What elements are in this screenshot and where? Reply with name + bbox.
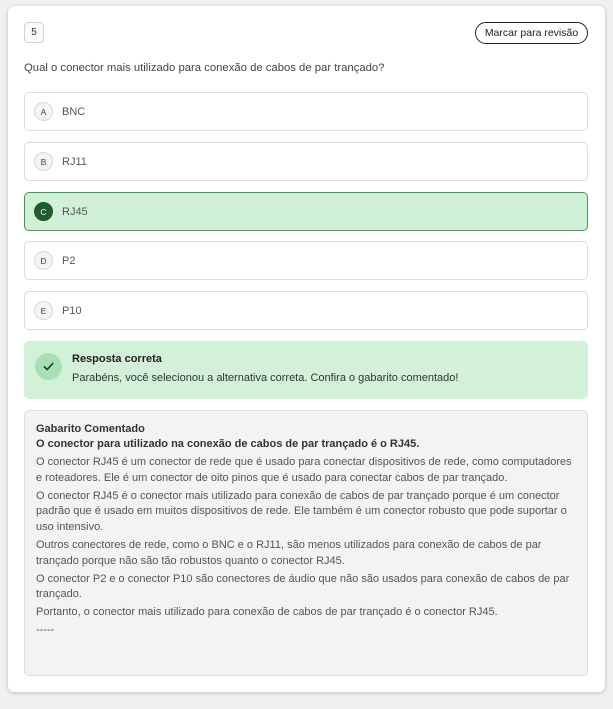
question-text: Qual o conector mais utilizado para conexão de cabos de par trançado? [24, 62, 385, 74]
commented-answer-divider: ----- [36, 623, 55, 636]
correct-answer-feedback [24, 341, 588, 399]
mark-for-review-button[interactable]: Marcar para revisão [475, 22, 588, 44]
option-c[interactable] [24, 192, 588, 231]
commented-answer-paragraph: Portanto, o conector mais utilizado para conexão de cabos de par trançado é o conector RJ45. [36, 606, 498, 619]
commented-answer-paragraph: O conector RJ45 é o conector mais utilizado para conexão de cabos de par trançado porque é um conector padrão que é usado em muitos dispositivos de rede. Ele também é um conector robusto que pode suportar o uso intensivo. [36, 489, 567, 534]
question-card [8, 6, 605, 692]
option-text: P2 [62, 254, 76, 267]
commented-answer-panel [24, 410, 588, 676]
commented-answer-lead: O conector para utilizado na conexão de cabos de par trançado é o RJ45. [36, 438, 420, 450]
option-letter: E [34, 301, 53, 320]
feedback-title: Resposta correta [72, 353, 162, 365]
check-icon [35, 353, 62, 380]
question-number-badge: 5 [24, 22, 44, 43]
option-d[interactable] [24, 241, 588, 280]
option-letter: A [34, 102, 53, 121]
option-letter: D [34, 251, 53, 270]
option-text: P10 [62, 304, 82, 317]
commented-answer-paragraph: O conector P2 e o conector P10 são conectores de áudio que não são usados para conexão de cabos de par trançado. [36, 572, 570, 601]
option-text: RJ11 [62, 155, 87, 168]
option-a[interactable] [24, 92, 588, 131]
option-letter: C [34, 202, 53, 221]
feedback-message: Parabéns, você selecionou a alternativa correta. Confira o gabarito comentado! [72, 372, 459, 384]
option-letter: B [34, 152, 53, 171]
commented-answer-title: Gabarito Comentado [36, 423, 145, 435]
commented-answer-paragraph: Outros conectores de rede, como o BNC e o RJ11, são menos utilizados para conexão de cabos de par trançado porque não são tão robustos quanto o conector RJ45. [36, 538, 542, 567]
option-text: BNC [62, 105, 86, 118]
commented-answer-paragraph: O conector RJ45 é um conector de rede que é usado para conectar dispositivos de rede, como computadores e roteadores. Ele é um conector de oito pinos que é usado para conectar cabos de par trançado. [36, 456, 572, 484]
option-e[interactable] [24, 291, 588, 330]
option-b[interactable] [24, 142, 588, 181]
option-text: RJ45 [62, 205, 88, 218]
